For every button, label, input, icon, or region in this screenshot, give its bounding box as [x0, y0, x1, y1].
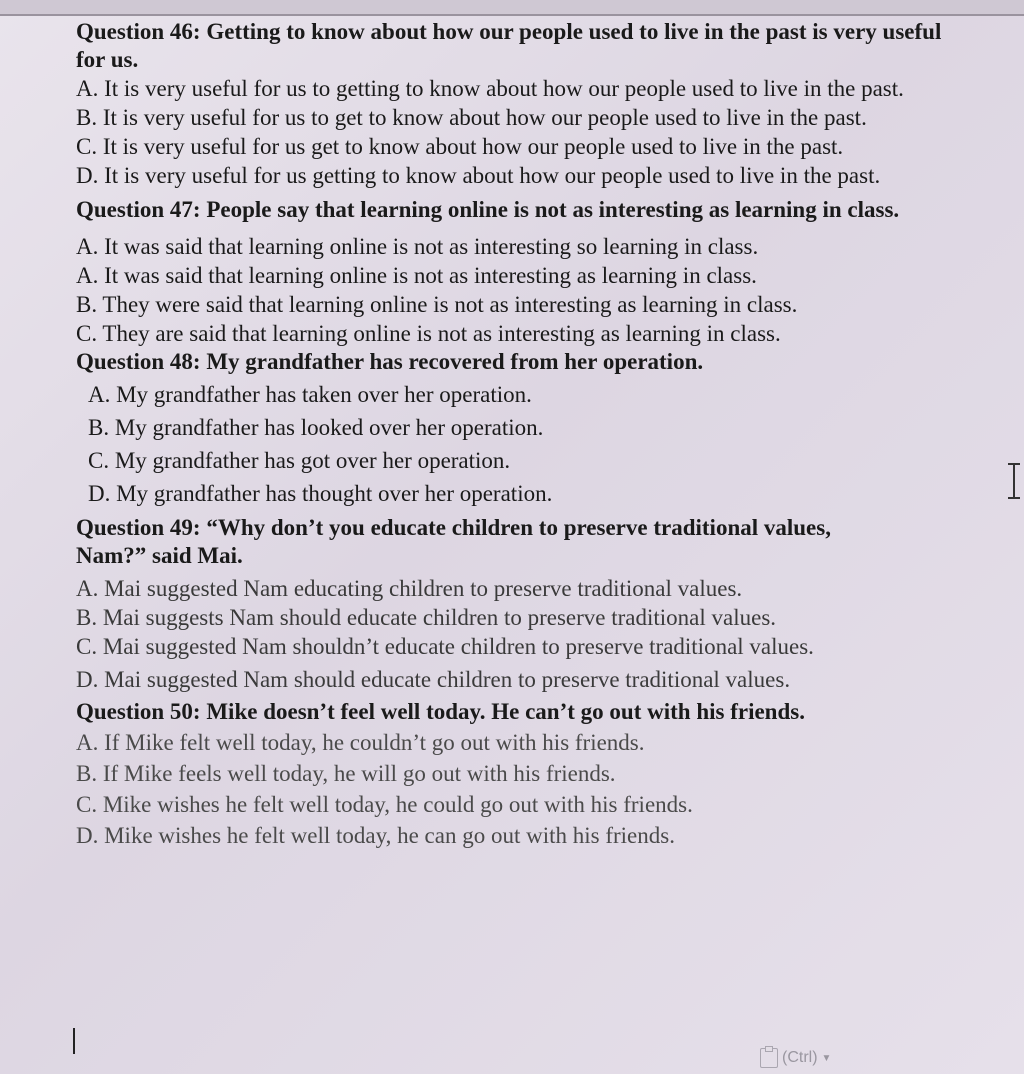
- option-a: A. Mai suggested Nam educating children to preserve traditional values.: [76, 576, 743, 601]
- option-d: D. Mike wishes he felt well today, he can go out with his friends.: [76, 823, 675, 848]
- option-d: D. My grandfather has thought over her operation.: [88, 481, 553, 506]
- question-title: [76, 348, 956, 376]
- chevron-down-icon: ▼: [821, 1052, 832, 1064]
- option-c: C. Mai suggested Nam shouldn’t educate children to preserve traditional values.: [76, 634, 814, 659]
- question-prompt: Mike doesn’t feel well today. He can’t go out with his friends.: [206, 699, 805, 724]
- ibeam-cursor-icon: [1006, 463, 1022, 499]
- question-prompt: My grandfather has recovered from her operation.: [206, 349, 704, 374]
- clipboard-icon: [760, 1048, 778, 1068]
- question-number: Question 49:: [76, 515, 201, 540]
- question-prompt: “Why don’t you educate children to preserve traditional values, Nam?” said Mai.: [76, 515, 831, 568]
- question-title: [76, 514, 856, 570]
- question-prompt: People say that learning online is not as interesting as learning in class.: [206, 197, 900, 222]
- paste-options-label: (Ctrl): [782, 1049, 818, 1066]
- option-b: B. They were said that learning online is not as interesting as learning in class.: [76, 292, 798, 317]
- question-number: Question 48:: [76, 349, 201, 374]
- option-a: A. It was said that learning online is not as interesting so learning in class.: [76, 234, 759, 259]
- question-number: Question 46:: [76, 19, 201, 44]
- question-49: [76, 514, 956, 694]
- option-d: D. Mai suggested Nam should educate children to preserve traditional values.: [76, 667, 791, 692]
- question-title: [76, 18, 956, 74]
- paste-options-button[interactable]: [760, 1046, 831, 1070]
- option-a: A. If Mike felt well today, he couldn’t go out with his friends.: [76, 730, 645, 755]
- question-title: [76, 196, 956, 224]
- option-c: C. They are said that learning online is not as interesting as learning in class.: [76, 321, 781, 346]
- option-c: C. My grandfather has got over her operation.: [88, 448, 511, 473]
- question-title: [76, 698, 956, 726]
- page-top-edge: [0, 0, 1024, 16]
- question-48: [76, 348, 956, 508]
- question-47: [76, 196, 956, 348]
- option-b: B. If Mike feels well today, he will go out with his friends.: [76, 761, 616, 786]
- option-a-duplicate: A. It was said that learning online is not as interesting as learning in class.: [76, 263, 757, 288]
- question-number: Question 50:: [76, 699, 201, 724]
- document-body[interactable]: [76, 18, 956, 850]
- option-c: C. It is very useful for us get to know about how our people used to live in the past.: [76, 134, 844, 159]
- option-b: B. It is very useful for us to get to know about how our people used to live in the past.: [76, 105, 867, 130]
- question-prompt: Getting to know about how our people used to live in the past is very useful for us.: [76, 19, 942, 72]
- question-46: [76, 18, 956, 190]
- option-b: B. Mai suggests Nam should educate children to preserve traditional values.: [76, 605, 777, 630]
- option-d: D. It is very useful for us getting to know about how our people used to live in the past.: [76, 163, 881, 188]
- question-number: Question 47:: [76, 197, 201, 222]
- option-c: C. Mike wishes he felt well today, he could go out with his friends.: [76, 792, 693, 817]
- question-50: [76, 698, 956, 850]
- option-b: B. My grandfather has looked over her operation.: [88, 415, 544, 440]
- text-caret: [73, 1028, 75, 1054]
- option-a: A. My grandfather has taken over her operation.: [88, 382, 532, 407]
- option-a: A. It is very useful for us to getting to know about how our people used to live in the past.: [76, 76, 904, 101]
